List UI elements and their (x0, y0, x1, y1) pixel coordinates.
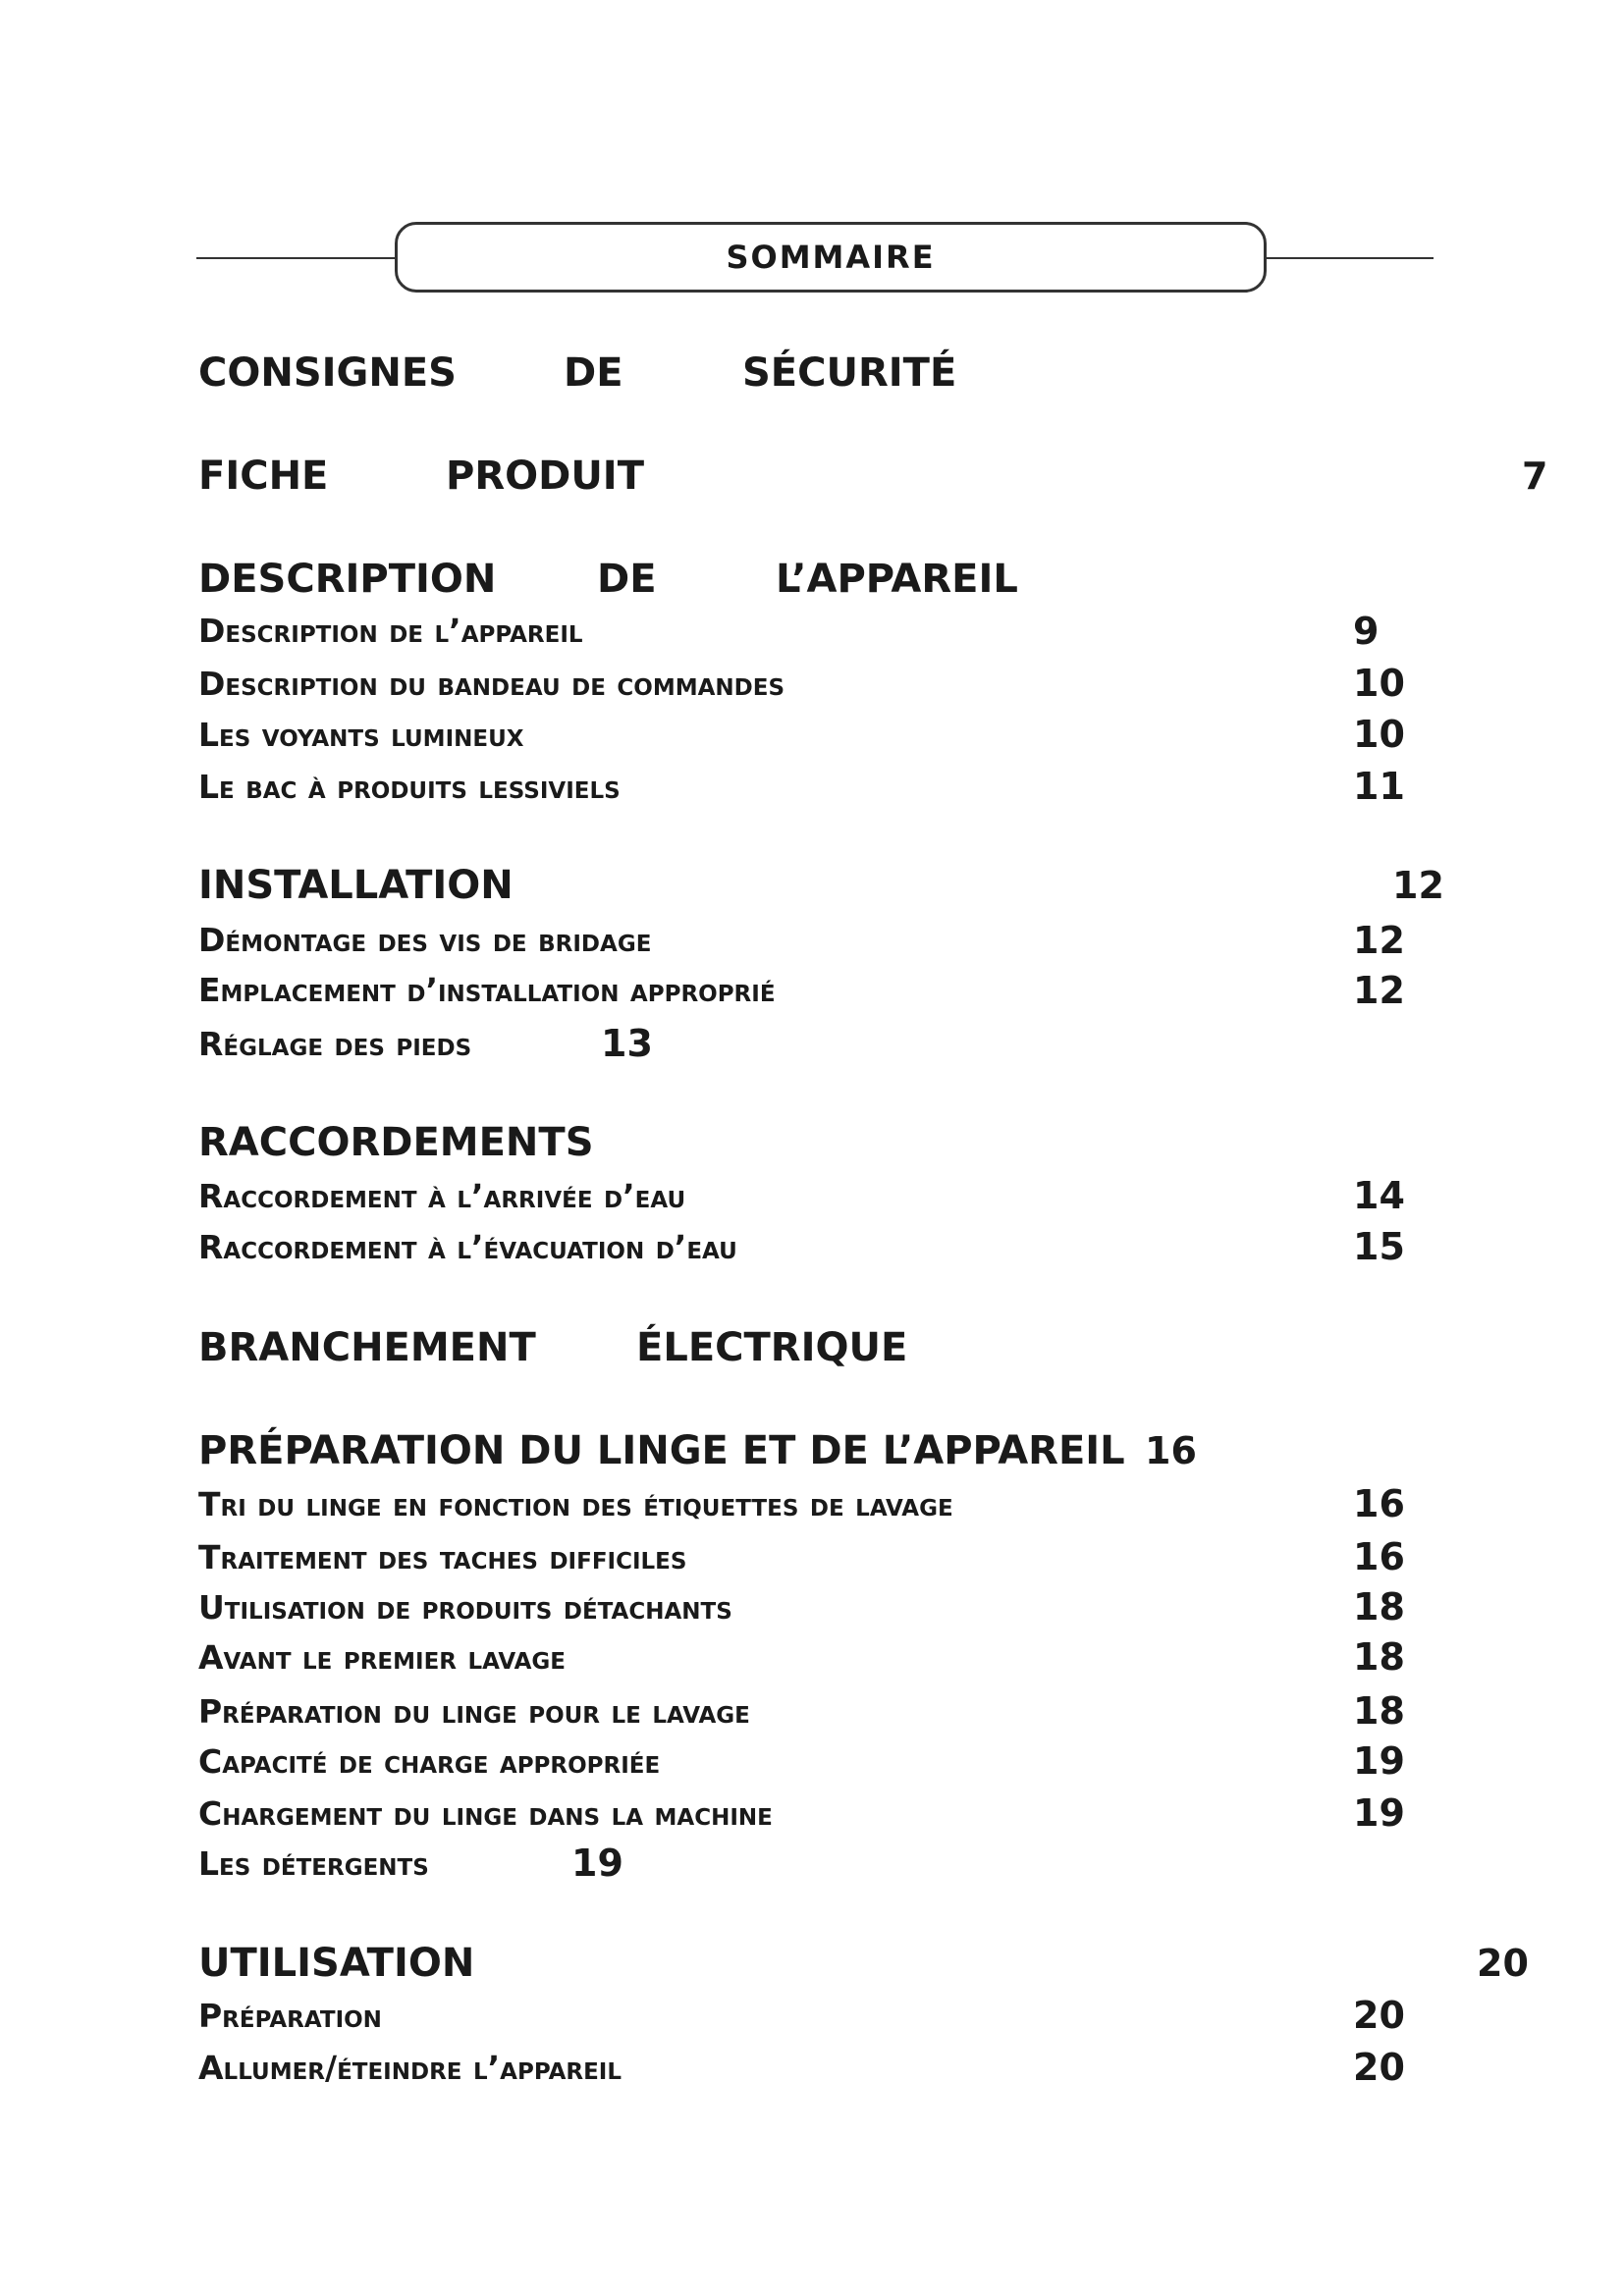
heading-preparation[interactable]: PRÉPARATION DU LINGE ET DE L’APPAREIL (198, 1428, 1125, 1473)
toc-entry[interactable]: Description du bandeau de commandes (198, 665, 785, 703)
heading-word: DESCRIPTION (198, 557, 497, 602)
toc-title: SOMMAIRE (726, 239, 936, 276)
header-box (395, 222, 1267, 293)
heading-word: PRODUIT (446, 454, 644, 499)
heading-word: L’APPAREIL (776, 557, 1018, 602)
toc-entry[interactable]: Description de l’appareil (198, 612, 583, 650)
toc-entry[interactable]: Raccordement à l’arrivée d’eau (198, 1177, 686, 1215)
toc-entry[interactable]: Raccordement à l’évacuation d’eau (198, 1228, 737, 1266)
page-number: 16 (1353, 1535, 1405, 1578)
heading-raccordements[interactable]: RACCORDEMENTS (198, 1120, 594, 1165)
toc-entry[interactable]: Traitement des taches difficiles (198, 1538, 687, 1576)
page-number: 18 (1353, 1585, 1405, 1629)
page-number: 14 (1353, 1174, 1405, 1217)
toc-entry[interactable]: Utilisation de produits détachants (198, 1588, 732, 1627)
page-number: 10 (1353, 662, 1405, 705)
heading-installation[interactable]: INSTALLATION (198, 863, 514, 908)
toc-entry[interactable]: Emplacement d’installation approprié (198, 971, 776, 1009)
toc-entry[interactable]: Démontage des vis de bridage (198, 921, 652, 959)
toc-entry[interactable]: Chargement du linge dans la machine (198, 1794, 773, 1833)
toc-entry[interactable]: Capacité de charge appropriée (198, 1742, 661, 1781)
page-number: 12 (1353, 919, 1405, 962)
heading-word: DE (597, 557, 657, 602)
page-number: 15 (1353, 1225, 1405, 1268)
page-number: 12 (1392, 864, 1444, 907)
page-number: 13 (601, 1022, 653, 1065)
toc-entry[interactable]: Les voyants lumineux (198, 716, 524, 754)
heading-word: CONSIGNES (198, 350, 457, 396)
heading-word: SÉCURITÉ (742, 350, 957, 396)
page-number: 20 (1353, 1994, 1405, 2037)
toc-entry[interactable]: Réglage des pieds (198, 1025, 472, 1063)
header-rule-left (196, 257, 397, 259)
page-number: 12 (1353, 969, 1405, 1012)
page-number: 9 (1353, 610, 1380, 653)
header-rule-right (1267, 257, 1434, 259)
toc-entry[interactable]: Préparation du linge pour le lavage (198, 1692, 750, 1731)
toc-entry[interactable]: Préparation (198, 1997, 382, 2035)
heading-word: FICHE (198, 454, 329, 499)
page-number: 19 (1353, 1791, 1405, 1835)
page-number: 18 (1353, 1689, 1405, 1733)
heading-utilisation[interactable]: UTILISATION (198, 1941, 475, 1986)
page-number: 18 (1353, 1635, 1405, 1679)
page-number: 7 (1522, 454, 1548, 498)
page-number: 20 (1353, 2046, 1405, 2089)
heading-word: ÉLECTRIQUE (636, 1325, 908, 1370)
page-number: 16 (1145, 1429, 1197, 1472)
toc-entry[interactable]: Allumer/éteindre l’appareil (198, 2049, 623, 2087)
toc-entry[interactable]: Tri du linge en fonction des étiquettes de lavage (198, 1485, 953, 1523)
page-number: 11 (1353, 765, 1405, 808)
page-number: 20 (1477, 1942, 1529, 1985)
page-number: 19 (571, 1842, 623, 1885)
heading-word: BRANCHEMENT (198, 1325, 536, 1370)
toc-entry[interactable]: Les détergents (198, 1844, 429, 1883)
toc-entry[interactable]: Le bac à produits lessiviels (198, 768, 621, 806)
heading-word: DE (564, 350, 623, 396)
page-number: 16 (1353, 1482, 1405, 1525)
page-number: 19 (1353, 1739, 1405, 1783)
page-number: 10 (1353, 713, 1405, 756)
toc-entry[interactable]: Avant le premier lavage (198, 1638, 567, 1677)
